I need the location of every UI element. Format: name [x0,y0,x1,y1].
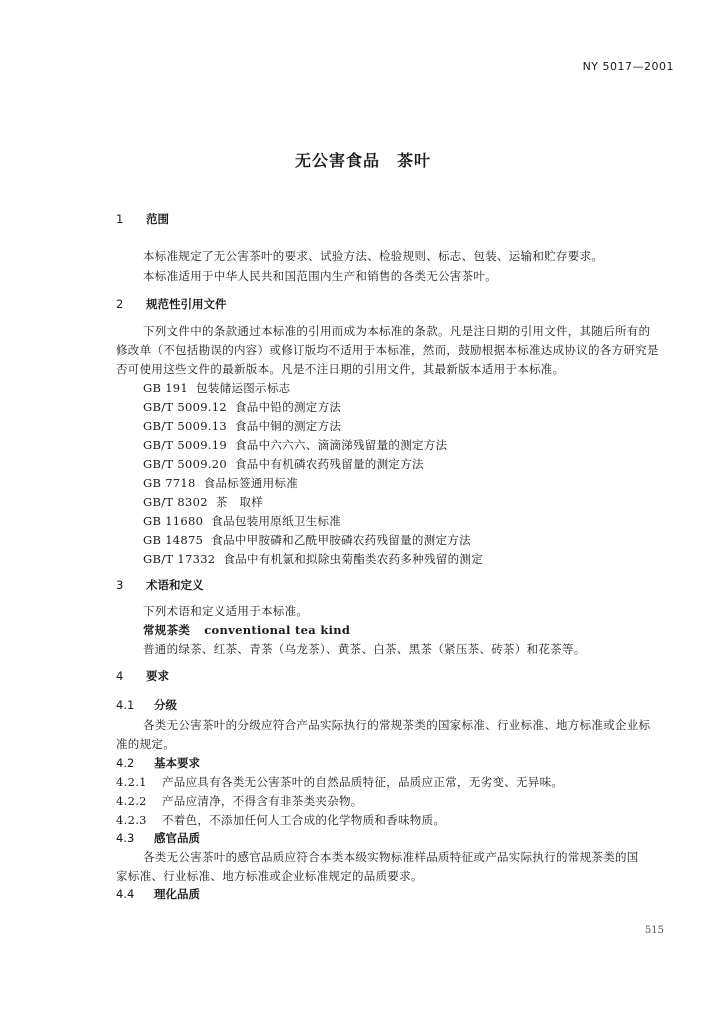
clause-item [116,774,563,790]
reference-title: 食品中六六六、滴滴涕残留量的测定方法 [235,438,448,452]
subsection-4-3-heading [116,830,200,846]
reference-title: 茶 取样 [215,495,264,509]
reference-title: 食品中铜的测定方法 [235,419,342,433]
paragraph-line: 准的规定。 [116,737,175,751]
reference-code: GB/T 5009.19 [143,438,227,452]
section-number: 1 [116,212,124,226]
subsection-title: 基本要求 [154,756,200,770]
reference-code: GB/T 5009.20 [143,457,227,471]
reference-item [143,456,424,472]
paragraph-line: 修改单（不包括勘误的内容）或修订版均不适用于本标准，然而，鼓励根据本标准达成协议的各方研究是 [116,343,659,357]
reference-code: GB 7718 [143,476,196,490]
reference-code: GB/T 5009.13 [143,419,227,433]
reference-title: 食品中有机磷农药残留量的测定方法 [235,457,424,471]
clause-text: 产品应具有各类无公害茶叶的自然品质特征，品质应正常，无劣变、无异味。 [162,775,564,789]
section-title: 规范性引用文件 [146,297,227,311]
document-title: 无公害食品 茶叶 [294,151,431,170]
standard-number: NY 5017—2001 [582,60,674,73]
term-definition: 普通的绿茶、红茶、青茶（乌龙茶）、黄茶、白茶、黑茶（紧压茶、砖茶）和花茶等。 [143,642,586,656]
paragraph: 本标准适用于中华人民共和国范围内生产和销售的各类无公害茶叶。 [143,269,497,283]
reference-item [143,437,447,453]
page-number: 515 [644,925,664,936]
subsection-title: 感官品质 [154,831,200,845]
reference-code: GB/T 8302 [143,495,208,509]
subsection-title: 分级 [154,698,177,712]
reference-item [143,399,341,415]
subsection-number: 4.1 [116,698,135,712]
section-number: 2 [116,297,124,311]
section-title: 范围 [146,212,169,226]
section-4-heading [116,668,169,684]
reference-code: GB/T 17332 [143,552,216,566]
clause-item [116,793,363,809]
reference-title: 包装储运图示标志 [196,381,291,395]
section-number: 3 [116,578,124,592]
section-title: 要求 [146,669,169,683]
clause-text: 产品应清净，不得含有非茶类夹杂物。 [162,794,363,808]
paragraph-line: 否可使用这些文件的最新版本。凡是不注日期的引用文件，其最新版本适用于本标准。 [116,362,565,376]
paragraph-line: 下列文件中的条款通过本标准的引用而成为本标准的条款。凡是注日期的引用文件，其随后所有的 [143,324,651,338]
section-number: 4 [116,669,124,683]
reference-title: 食品中有机氯和拟除虫菊酯类农药多种残留的测定 [223,552,484,566]
reference-item [143,532,471,548]
subsection-4-1-heading [116,697,177,713]
paragraph-line: 家标准、行业标准、地方标准或企业标准规定的品质要求。 [116,869,423,883]
subsection-number: 4.2 [116,756,135,770]
paragraph: 下列术语和定义适用于本标准。 [143,604,309,618]
subsection-number: 4.3 [116,831,135,845]
reference-code: GB 191 [143,381,189,395]
subsection-title: 理化品质 [154,887,200,901]
reference-item [143,494,263,510]
reference-item [143,380,290,396]
section-2-heading [116,296,227,312]
paragraph-line: 各类无公害茶叶的分级应符合产品实际执行的常规茶类的国家标准、行业标准、地方标准或企业标 [143,718,651,732]
reference-code: GB 14875 [143,533,204,547]
reference-item [143,551,483,567]
reference-title: 食品标签通用标准 [203,476,299,490]
term-english: conventional tea kind [204,623,351,637]
section-3-heading [116,577,204,593]
reference-title: 食品包装用原纸卫生标准 [211,514,342,528]
clause-number: 4.2.2 [116,794,147,808]
reference-item [143,418,341,434]
section-title: 术语和定义 [146,578,204,592]
section-1-heading [116,211,169,227]
reference-title: 食品中铅的测定方法 [235,400,342,414]
clause-text: 不着色，不添加任何人工合成的化学物质和香味物质。 [162,813,446,827]
subsection-4-4-heading [116,886,200,902]
paragraph-line: 各类无公害茶叶的感官品质应符合本类本级实物标准样品质特征或产品实际执行的常规茶类的国 [143,850,639,864]
clause-number: 4.2.1 [116,775,147,789]
reference-item [143,475,298,491]
reference-item [143,513,341,529]
subsection-4-2-heading [116,755,200,771]
reference-code: GB 11680 [143,514,204,528]
term-entry [143,622,350,638]
subsection-number: 4.4 [116,887,135,901]
paragraph: 本标准规定了无公害茶叶的要求、试验方法、检验规则、标志、包装、运输和贮存要求。 [143,249,604,263]
term-chinese: 常规茶类 [143,623,191,637]
clause-item [116,812,445,828]
reference-title: 食品中甲胺磷和乙酰甲胺磷农药残留量的测定方法 [211,533,471,547]
clause-number: 4.2.3 [116,813,147,827]
reference-code: GB/T 5009.12 [143,400,227,414]
